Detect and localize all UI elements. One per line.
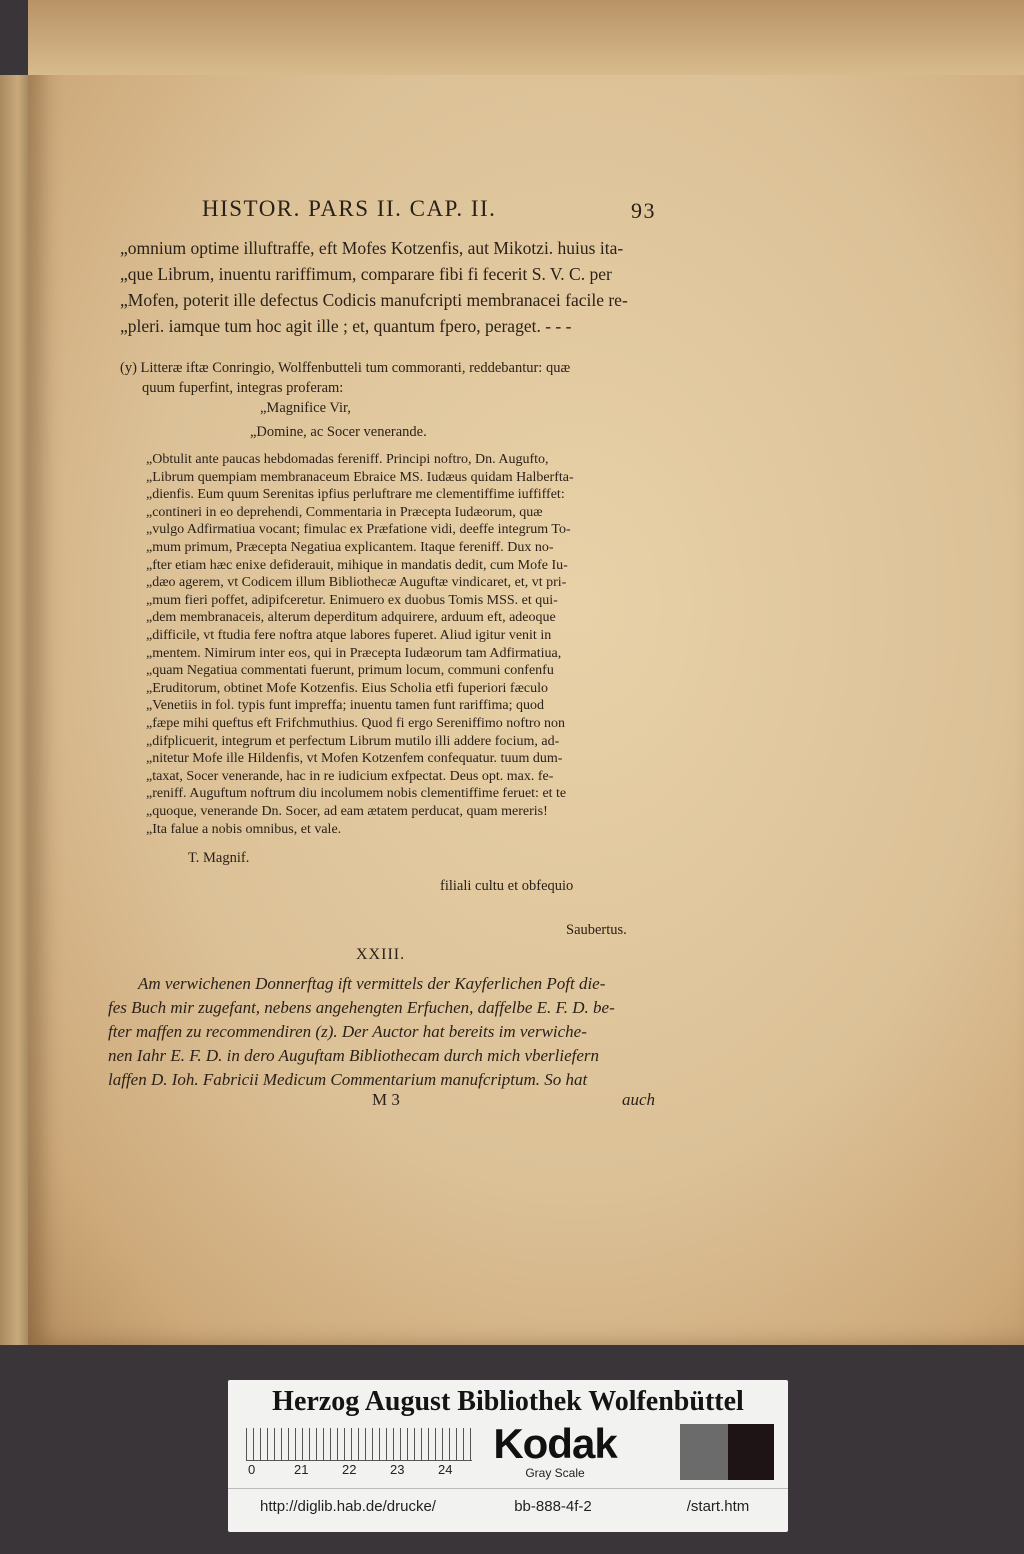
salutation-2: „Domine, ac Socer venerande. (250, 424, 427, 440)
text-line: „pleri. iamque tum hoc agit ille ; et, quantum fpero, peraget. - - - (120, 316, 572, 336)
ruler-label: 24 (438, 1462, 453, 1477)
letter-line: „dienfis. Eum quum Serenitas ipfius perluftrare me clementiffime iuffiffet: (146, 487, 565, 503)
signature-mark: M 3 (372, 1090, 400, 1109)
letter-line: „quam Negatiua commentati fuerunt, primum locum, communi confenfu (146, 663, 554, 679)
letter-line: „quoque, venerande Dn. Socer, ad eam ætatem perducat, quam mereris! (146, 804, 548, 819)
ruler-label: 21 (294, 1462, 309, 1477)
german-line: fes Buch mir zugefant, nebens angehengten Erfuchen, daffelbe E. F. D. be- (108, 998, 615, 1017)
page-number: 93 (631, 198, 656, 223)
letter-line: „Ita falue a nobis omnibus, et vale. (146, 821, 342, 837)
letter-line: „taxat, Socer venerande, hac in re iudicium exfpectat. Deus opt. max. fe- (146, 768, 554, 784)
running-header (176, 196, 656, 228)
note-line: quum fuperfint, integras proferam: (142, 380, 344, 396)
letter-line: „vulgo Adfirmatiua vocant; fimulac ex Præfatione vidi, deeffe integrum To- (146, 522, 571, 538)
letter-line: „mum primum, Præcepta Negatiua explicantem. Itaque fereniff. Dux no- (146, 540, 554, 555)
ruler-label: 22 (342, 1462, 357, 1477)
closing-addressee: T. Magnif. (188, 850, 250, 866)
salutation-1: „Magnifice Vir, (260, 400, 351, 416)
closing-regards: filiali cultu et obfequio (440, 878, 574, 894)
section-number: XXIII. (356, 946, 406, 963)
letter-line: „mum fieri poffet, adipifceretur. Enimuero ex duobus Tomis MSS. et qui- (146, 592, 558, 608)
letter-line: „contineri in eo deprehendi, Commentaria in Præcepta Iudæorum, quæ (146, 504, 543, 520)
text-line: „que Librum, inuentu rariffimum, comparare fibi fi fecerit S. V. C. per (120, 264, 612, 284)
measurement-ruler (246, 1428, 472, 1461)
ruler-label: 23 (390, 1462, 405, 1477)
gray-scale-label: Gray Scale (525, 1466, 585, 1480)
digitization-target-card (228, 1380, 788, 1532)
card-divider (228, 1488, 788, 1489)
letter-line: „nitetur Mofe ille Hildenfis, vt Mofen Kotzenfem confequatur. tuum dum- (146, 751, 563, 767)
letter-line: „difficile, vt ftudia fere noftra atque labores fuperet. Aliud igitur venit in (146, 628, 552, 643)
start-link: /start.htm (686, 1498, 750, 1515)
letter-line: „fter etiam hæc enixe defiderauit, mihique in mandatis dedit, cum Mofe Iu- (146, 557, 568, 573)
letter-line: „difplicuerit, integrum et perfectum Librum mutilo illi addere focium, ad- (146, 733, 560, 749)
german-line: laffen D. Ioh. Fabricii Medicum Commentarium manufcriptum. So hat (108, 1070, 588, 1089)
letter-line: „Eruditorum, obtinet Mofe Kotzenfis. Eius Scholia etfi fuperiori fæculo (146, 680, 549, 696)
shelfmark: bb-888-4f-2 (514, 1498, 592, 1515)
closing-signature: Saubertus. (566, 922, 627, 938)
catchword: auch (622, 1090, 656, 1109)
running-title: HISTOR. PARS II. CAP. II. (202, 196, 497, 221)
letter-line: „dem membranaceis, alterum deperditum adquirere, arduum eft, adeoque (146, 610, 556, 626)
page-top-edge (28, 0, 1024, 75)
library-name: Herzog August Bibliothek Wolfenbüttel (272, 1386, 744, 1417)
ruler-label: 0 (248, 1462, 256, 1477)
letter-line: „fæpe mihi queftus eft Frifchmuthius. Quod fi ergo Sereniffimo noftro non (146, 716, 566, 731)
letter-line: „Obtulit ante paucas hebdomadas fereniff. Principi noftro, Dn. Augufto, (146, 452, 549, 467)
german-line: fter maffen zu recommendiren (z). Der Auctor hat bereits im verwiche- (108, 1022, 587, 1041)
gray-swatch-mid (680, 1424, 728, 1480)
gray-swatch-dark (728, 1424, 774, 1480)
text-line: „omnium optime illuftraffe, eft Mofes Kotzenfis, aut Mikotzi. huius ita- (120, 238, 624, 258)
letter-line: „Librum quempiam membranaceum Ebraice MS. Iudæus quidam Halberfta- (146, 469, 574, 485)
letter-line: „Venetiis in fol. typis funt impreffa; inuentu tamen funt rariffima; quod (146, 698, 545, 714)
note-line: (y) Litteræ iftæ Conringio, Wolffenbutteli tum commoranti, reddebantur: quæ (120, 360, 571, 376)
letter-line: „dæo agerem, vt Codicem illum Bibliothecæ Auguftæ vindicaret, et, vt pri- (146, 575, 567, 591)
kodak-logo: Kodak (493, 1420, 617, 1467)
text-line: „Mofen, poterit ille defectus Codicis manufcripti membranacei facile re- (120, 290, 628, 310)
digilib-url: http://diglib.hab.de/drucke/ (260, 1498, 436, 1515)
letter-line: „reniff. Auguftum noftrum diu incolumem nobis clementiffime feruet: et te (146, 786, 567, 802)
letter-line: „mentem. Nimirum inter eos, qui in Præcepta Iudæorum tam Adfirmatiua, (146, 645, 562, 661)
german-line: nen Iahr E. F. D. in dero Auguftam Bibliothecam durch mich vberliefern (108, 1046, 600, 1065)
german-line: Am verwichenen Donnerftag ift vermittels der Kayferlichen Poft die- (138, 974, 606, 993)
